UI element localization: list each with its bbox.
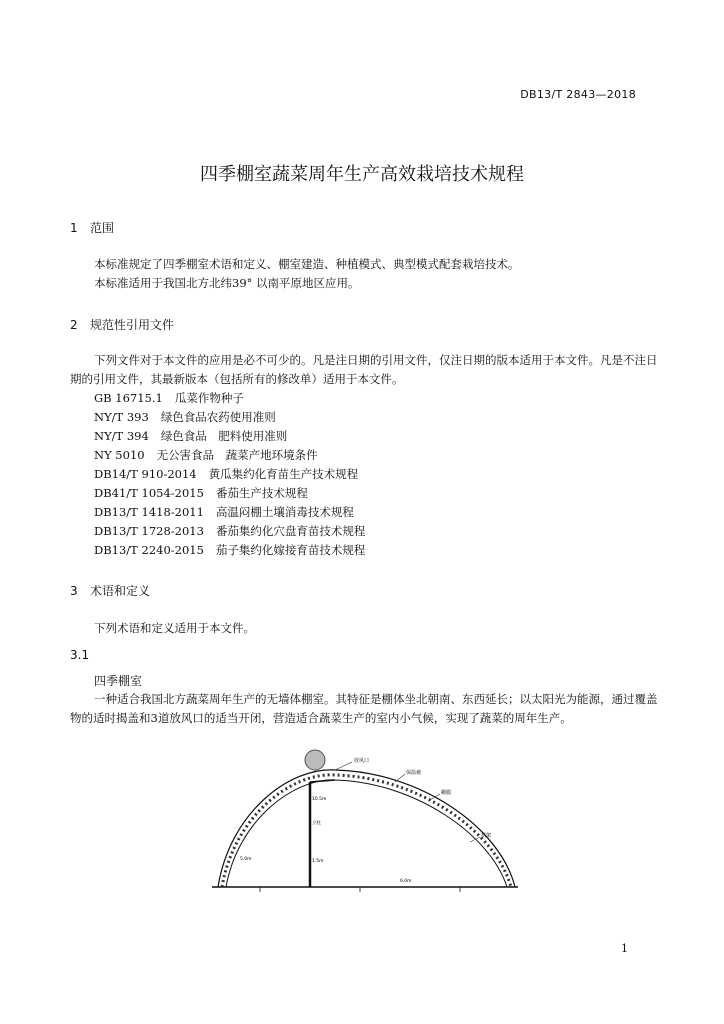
document-title: 四季棚室蔬菜周年生产高效栽培技术规程 xyxy=(200,164,524,185)
term-name: 四季棚室 xyxy=(94,674,143,688)
reference-item: GB 16715.1 瓜菜作物种子 xyxy=(94,391,244,405)
reference-item: NY/T 393 绿色食品农药使用准则 xyxy=(94,410,276,424)
reference-item: DB13/T 1418-2011 高温闷棚土壤消毒技术规程 xyxy=(94,505,354,519)
figure-label: 拱架 xyxy=(481,833,492,839)
figure-label: 10.5m xyxy=(312,797,327,802)
reference-item: DB13/T 1728-2013 番茄集约化穴盘育苗技术规程 xyxy=(94,524,366,538)
figure-label: 保温被 xyxy=(406,770,422,776)
reference-item: NY 5010 无公害食品 蔬菜产地环境条件 xyxy=(94,448,318,462)
term-number: 3.1 xyxy=(70,648,90,662)
figure-label: 放风口 xyxy=(354,758,370,764)
figure-label: 棚膜 xyxy=(441,790,452,796)
reference-item: DB13/T 2240-2015 茄子集约化嫁接育苗技术规程 xyxy=(94,543,366,557)
term-definition: 一种适合我国北方蔬菜周年生产的无墙体棚室。其特征是棚体坐北朝南、东西延长；以太阳光为能源，通过覆盖物的适时揭盖和3道放风口的适当开闭，营造适合蔬菜生产的室内小气候，实现了蔬菜的周年生产。 xyxy=(70,692,658,725)
insulation-roll xyxy=(305,750,325,770)
section-1-heading xyxy=(70,219,114,236)
scope-paragraph-2: 本标准适用于我国北方北纬39° 以南平原地区应用。 xyxy=(94,276,360,290)
reference-item: DB41/T 1054-2015 番茄生产技术规程 xyxy=(94,486,308,500)
figure-label: 5.0m xyxy=(240,857,252,862)
section-title: 术语和定义 xyxy=(90,584,151,598)
page-number: 1 xyxy=(621,942,628,955)
section-3-heading xyxy=(70,582,150,599)
figure-label: 6.0m xyxy=(400,879,412,884)
terms-intro: 下列术语和定义适用于本文件。 xyxy=(94,621,255,635)
figure-label: 立柱 xyxy=(312,821,321,826)
section-title: 规范性引用文件 xyxy=(90,318,175,332)
reference-item: DB14/T 910-2014 黄瓜集约化育苗生产技术规程 xyxy=(94,467,359,481)
references-intro: 下列文件对于本文件的应用是必不可少的。凡是注日期的引用文件，仅注日期的版本适用于本文件。凡是不注日期的引用文件，其最新版本（包括所有的修改单）适用于本文件。 xyxy=(70,353,658,386)
truss-pattern xyxy=(222,775,511,887)
section-number: 1 xyxy=(70,221,78,235)
section-number: 2 xyxy=(70,318,78,332)
scope-paragraph-1: 本标准规定了四季棚室术语和定义、棚室建造、种植模式、典型模式配套栽培技术。 xyxy=(94,257,520,271)
section-2-heading xyxy=(70,316,174,333)
figure-label: 1.5m xyxy=(312,859,324,864)
greenhouse-cross-section-figure xyxy=(200,742,530,902)
section-number: 3 xyxy=(70,584,78,598)
reference-item: NY/T 394 绿色食品 肥料使用准则 xyxy=(94,429,288,443)
document-code: DB13/T 2843—2018 xyxy=(520,88,636,101)
post-beam xyxy=(310,780,335,782)
section-title: 范围 xyxy=(90,221,115,235)
